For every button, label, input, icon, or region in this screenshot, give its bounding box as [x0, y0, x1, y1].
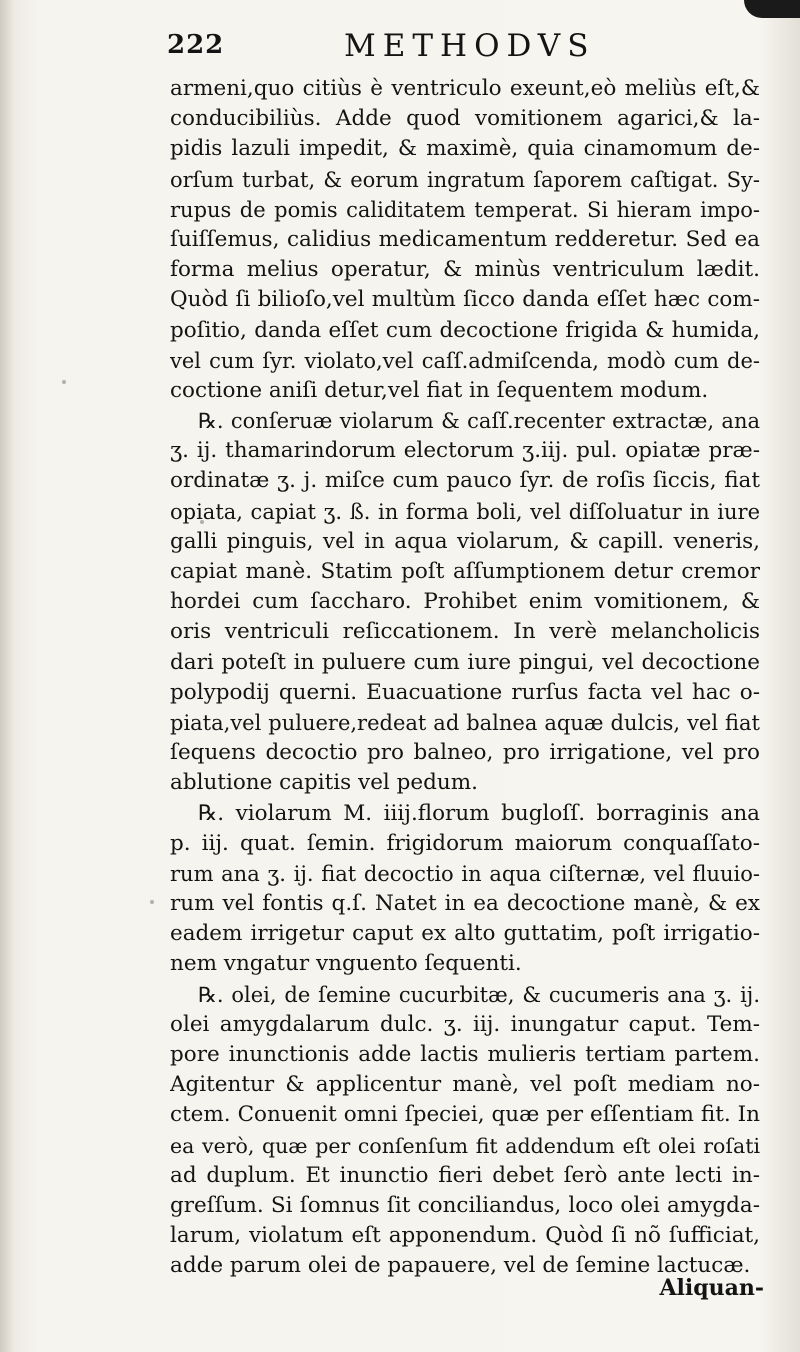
text-line: opiata, capiat ʒ. ß. in forma boli, vel diſſoluatur in iure	[170, 499, 760, 524]
text-line: hordei cum ſaccharo. Prohibet enim vomitionem, &	[170, 589, 760, 615]
text-line: Agitentur & applicentur manè, vel poſt mediam no-	[170, 1072, 760, 1098]
text-line: rupus de pomis caliditatem temperat. Si hieram impo-	[170, 197, 760, 222]
text-line: greſſum. Si ſomnus ſit conciliandus, loco olei amygda-	[170, 1192, 760, 1218]
text-line: pidis lazuli impedit, & maximè, quia cinamomum de-	[170, 136, 760, 162]
text-line: ℞. violarum M. iiij.florum bugloſſ. borraginis ana	[198, 800, 760, 826]
text-line: larum, violatum eſt apponendum. Quòd ſi nõ ſufficiat,	[170, 1223, 760, 1249]
text-line: vel cum ſyr. violato,vel caſſ.admiſcenda, modò cum de-	[170, 348, 760, 373]
text-line: orſum turbat, & eorum ingratum ſaporem caſtigat. Sy-	[170, 167, 760, 192]
text-line: eadem irrigetur caput ex alto guttatim, poſt irrigatio-	[170, 921, 760, 947]
text-line: Quòd ſi bilioſo,vel multùm ſicco danda eſſet hæc com-	[170, 287, 760, 313]
text-line: p. iij. quat. ſemin. frigidorum maiorum conquaſſato-	[170, 830, 760, 856]
paper-speck	[62, 380, 66, 384]
corner-ink-blot	[744, 0, 800, 18]
text-line: nem vngatur vnguento ſequenti.	[170, 951, 522, 977]
text-line: adde parum olei de papauere, vel de ſemine lactucæ.	[170, 1253, 751, 1279]
text-line: ſequens decoctio pro balneo, pro irrigatione, vel pro	[170, 740, 760, 766]
text-line: forma melius operatur, & minùs ventriculum lædit.	[170, 257, 760, 283]
text-line: ſuiſſemus, calidius medicamentum redderetur. Sed ea	[170, 226, 760, 252]
text-line: piata,vel puluere,redeat ad balnea aquæ dulcis, vel fiat	[170, 710, 760, 735]
body-text	[170, 74, 760, 1282]
text-line: ctem. Conuenit omni ſpeciei, quæ per eſſentiam fit. In	[170, 1102, 760, 1128]
text-line: ordinatæ ʒ. j. miſce cum pauco ſyr. de roſis ſiccis, fiat	[170, 468, 760, 494]
text-line: conducibiliùs. Adde quod vomitionem agarici,& la-	[170, 106, 760, 132]
page-number: 222	[167, 30, 225, 60]
text-line: coctione aniſi detur,vel fiat in ſequentem modum.	[170, 377, 709, 403]
text-line: capiat manè. Statim poſt aſſumptionem detur cremor	[170, 559, 760, 584]
catchword: Aliquan-	[659, 1275, 764, 1301]
text-line: ʒ. ij. thamarindorum electorum ʒ.iij. pul. opiatæ præ-	[170, 438, 760, 464]
text-line: pore inunctionis adde lactis mulieris tertiam partem.	[170, 1042, 760, 1067]
text-line: galli pinguis, vel in aqua violarum, & capill. veneris,	[170, 528, 760, 554]
text-line: rum vel fontis q.ſ. Natet in ea decoctione manè, & ex	[170, 891, 760, 917]
text-line: oris ventriculi reſiccationem. In verè melancholicis	[170, 619, 760, 645]
text-line: poſitio, danda eſſet cum decoctione frigida & humida,	[170, 317, 760, 343]
paper-speck	[150, 900, 154, 904]
text-line: ad duplum. Et inunctio fieri debet ſerò ante lecti in-	[170, 1162, 760, 1188]
text-line: armeni,quo citiùs è ventriculo exeunt,eò meliùs eſt,&	[170, 76, 760, 101]
text-line: ablutione capitis vel pedum.	[170, 770, 478, 796]
running-head: METHODVS	[344, 28, 596, 64]
text-line: olei amygdalarum dulc. ʒ. iij. inungatur caput. Tem-	[170, 1011, 760, 1037]
text-line: rum ana ʒ. ij. fiat decoctio in aqua ciſternæ, vel fluuio-	[170, 861, 760, 886]
text-line: polypodij querni. Euacuatione rurſus facta vel hac o-	[170, 679, 760, 705]
text-line: ea verò, quæ per conſenſum fit addendum eſt olei roſati	[170, 1133, 760, 1158]
text-line: ℞. conſeruæ violarum & caſſ.recenter extractæ, ana	[198, 409, 760, 434]
gutter-shadow	[0, 0, 14, 1352]
text-line: dari poteſt in puluere cum iure pingui, vel decoctione	[170, 649, 760, 675]
text-line: ℞. olei, de ſemine cucurbitæ, & cucumeris ana ʒ. ij.	[198, 982, 760, 1007]
